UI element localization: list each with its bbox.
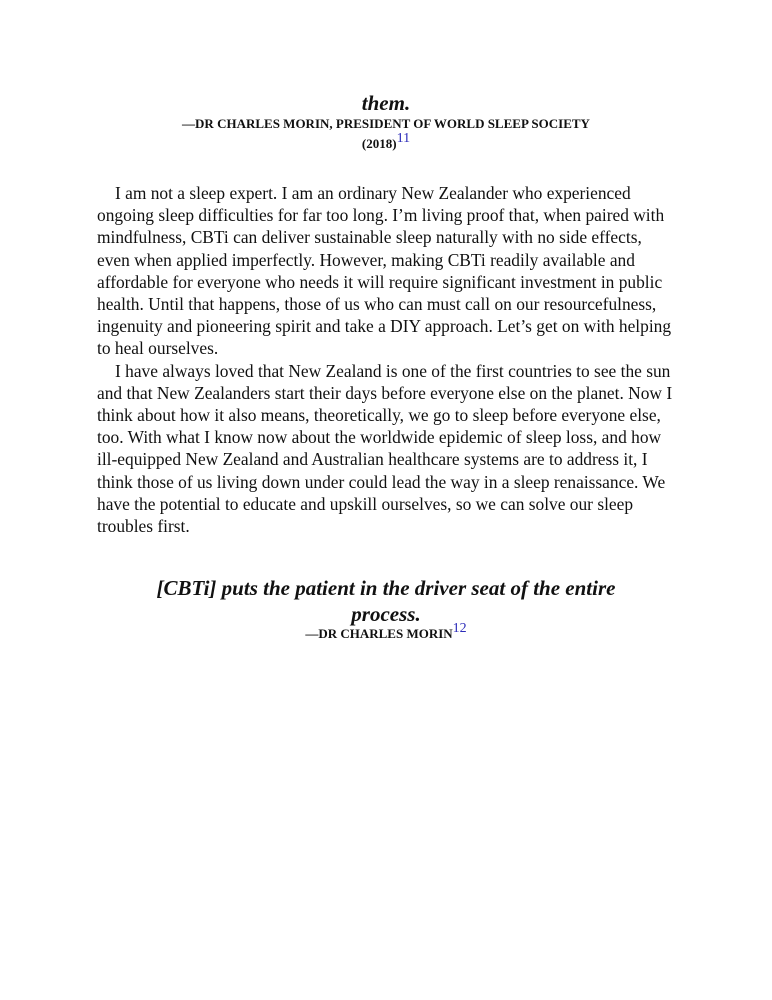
epigraph-quote-tail: them. [361, 91, 411, 115]
attribution-line-year [150, 131, 622, 154]
paragraph: I am not a sleep expert. I am an ordinary New Zealander who experienced ongoing sleep difficulties for far too long. I’m living proof that, when paired with mindfulness, CBTi can deliver sustainable sleep naturally with no side effects, even when applied imperfectly. However, making CBTi readily available and affordable for everyone who needs it will require significant investment in public health. Until that happens, those of us who can must call on our resourcefulness, ingenuity and pioneering spirit and take a DIY approach. Let’s get on with helping to heal ourselves. [97, 183, 672, 359]
epigraph-attribution-2 [150, 621, 622, 644]
epigraph-quote: [CBTi] puts the patient in the driver seat of the entire process. [156, 576, 616, 626]
paragraph: I have always loved that New Zealand is one of the first countries to see the sun and that New Zealanders start their days before everyone else on the planet. Now I think about how it also means, theoretically, we go to sleep before everyone else, too. With what I know now about the worldwide epidemic of sleep loss, and how ill-equipped New Zealand and Australian healthcare systems are to address it, I think those of us living down under could lead the way in a sleep renaissance. We have the potential to educate and upskill ourselves, so we can solve our sleep troubles first. [97, 360, 673, 537]
footnote-link-11[interactable]: 11 [396, 131, 411, 146]
footnote-link-12[interactable]: 12 [452, 621, 467, 636]
attribution-year: (2018) [361, 136, 397, 151]
attribution-name: —DR CHARLES MORIN [305, 626, 453, 641]
body-text [97, 182, 677, 537]
epigraph-attribution [150, 114, 622, 154]
attribution-line: —DR CHARLES MORIN, PRESIDENT OF WORLD SLEEP SOCIETY [182, 116, 590, 131]
